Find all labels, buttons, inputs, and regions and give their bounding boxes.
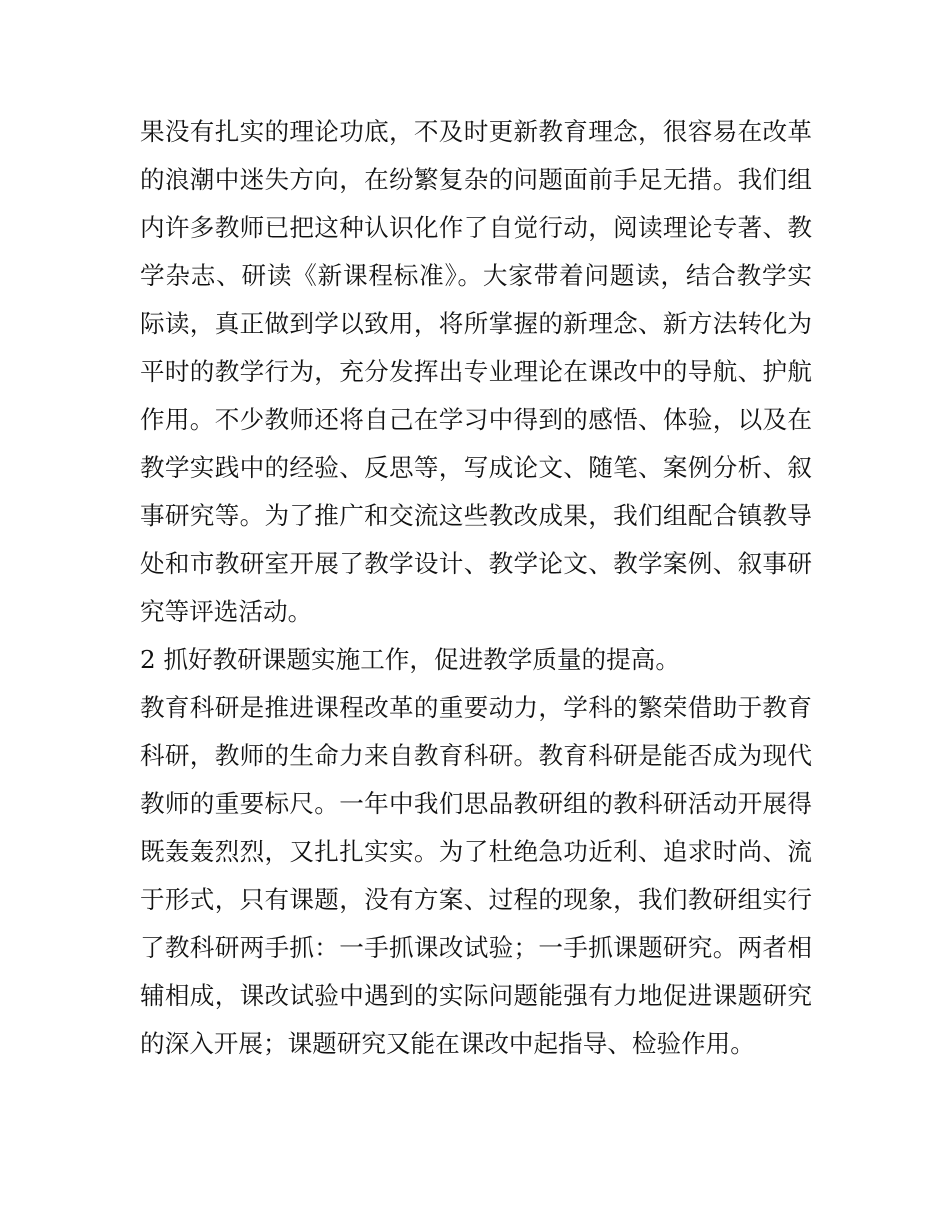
text-line: 既轰轰烈烈，又扎扎实实。为了杜绝急功近利、追求时尚、流 <box>140 837 812 866</box>
text-line: 果没有扎实的理论功底，不及时更新教育理念，很容易在改革 <box>140 117 812 146</box>
text-line: 处和市教研室开展了教学设计、教学论文、教学案例、叙事研 <box>140 549 812 578</box>
text-line: 教学实践中的经验、反思等，写成论文、随笔、案例分析、叙 <box>140 453 812 482</box>
text-line: 究等评选活动。 <box>140 597 313 626</box>
text-line: 辅相成，课改试验中遇到的实际问题能强有力地促进课题研究 <box>140 981 812 1010</box>
text-line: 平时的教学行为，充分发挥出专业理论在课改中的导航、护航 <box>140 357 812 386</box>
text-line: 教育科研是推进课程改革的重要动力，学科的繁荣借助于教育 <box>140 693 812 722</box>
text-line: 的浪潮中迷失方向，在纷繁复杂的问题面前手足无措。我们组 <box>140 165 812 194</box>
text-line: 事研究等。为了推广和交流这些教改成果，我们组配合镇教导 <box>140 501 812 530</box>
text-line: 科研，教师的生命力来自教育科研。教育科研是能否成为现代 <box>140 741 812 770</box>
text-line: 作用。不少教师还将自己在学习中得到的感悟、体验，以及在 <box>140 405 812 434</box>
section-heading: 2 抓好教研课题实施工作，促进教学质量的提高。 <box>140 645 680 674</box>
body-text <box>140 108 812 1068</box>
text-line: 内许多教师已把这种认识化作了自觉行动，阅读理论专著、教 <box>140 213 812 242</box>
text-line: 于形式，只有课题，没有方案、过程的现象，我们教研组实行 <box>140 885 812 914</box>
text-line: 教师的重要标尺。一年中我们思品教研组的教科研活动开展得 <box>140 789 812 818</box>
text-line: 了教科研两手抓：一手抓课改试验；一手抓课题研究。两者相 <box>140 933 812 962</box>
text-line: 际读，真正做到学以致用，将所掌握的新理念、新方法转化为 <box>140 309 812 338</box>
text-line: 学杂志、研读《新课程标准》。大家带着问题读，结合教学实 <box>140 261 812 290</box>
text-line: 的深入开展；课题研究又能在课改中起指导、检验作用。 <box>140 1029 755 1058</box>
